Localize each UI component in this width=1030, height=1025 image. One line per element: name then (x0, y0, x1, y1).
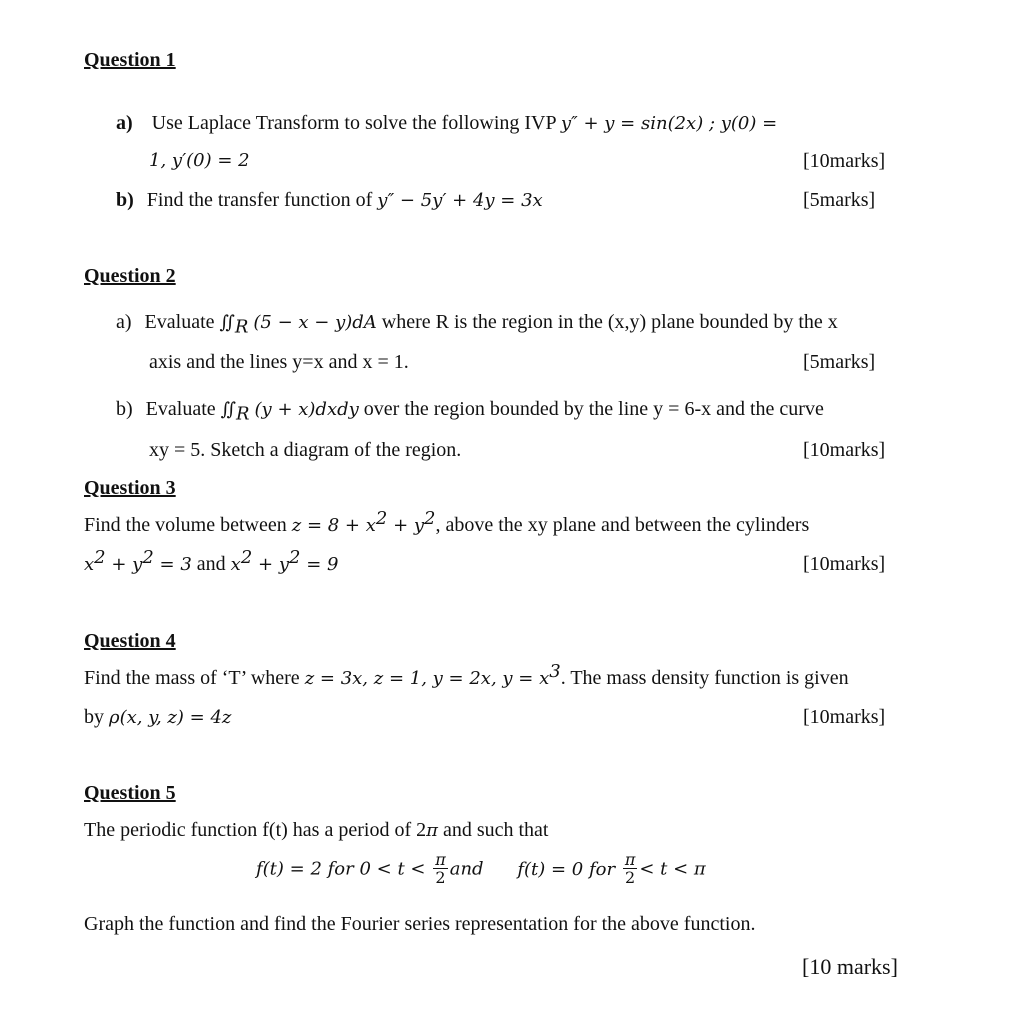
q4-math1: z = 3x, z = 1, y = 2x, $y = x^3$ (304, 661, 561, 689)
q2-a-text2: where R is the region in the (x,y) plane bounded by the x (381, 311, 838, 333)
q2-a-integral: $∬_R$ (219, 312, 249, 338)
q4-line2 (84, 706, 231, 729)
q1-a-marks: [10marks] (803, 150, 886, 172)
q2-a-text1: Evaluate (144, 311, 215, 333)
q2-a-label: a) (116, 311, 132, 333)
q3-math1: $z = 8 + x^2 + y^2$ (291, 508, 436, 536)
q1-a-math2: 1, y′(0) = 2 (149, 150, 250, 171)
q3-math3: $x^2 + y^2 = 9$ (230, 547, 339, 575)
q1-a-text: Use Laplace Transform to solve the following IVP (151, 112, 556, 134)
q2-b-label: b) (116, 398, 133, 420)
q1-b-label: b) (116, 189, 134, 211)
q1-b-text: Find the transfer function of (146, 189, 373, 211)
q5-text2: and such that (442, 819, 549, 841)
question-3-heading: Question 3 (84, 477, 176, 499)
q2-b-text1: Evaluate (145, 398, 216, 420)
q3-marks: [10marks] (803, 553, 886, 575)
q3-line2 (84, 547, 339, 576)
q5-frac-2: $\frac{\pi}{2}$ (624, 850, 636, 887)
q5-frac-1: $\frac{\pi}{2}$ (435, 850, 446, 887)
q1-a-math1: y″ + y = sin(2x) ; y(0) = (560, 113, 778, 134)
question-2-heading: Question 2 (84, 265, 176, 287)
question-1-heading: Question 1 (84, 49, 176, 71)
q1-a-line1 (116, 112, 777, 135)
q2-a-line1 (116, 311, 838, 338)
q5-equation: f(t) = 2 for 0 < t < $\frac{\pi}{2}$ and f(t) = 0 for $\frac{\pi}{2}$ < t < π (256, 850, 706, 887)
q3-text2: , above the xy plane and between the cylinders (435, 514, 810, 536)
q2-a-math: (5 − x − y)dA (253, 312, 377, 333)
q5-marks: [10 marks] (802, 954, 898, 979)
q5-text1: The periodic function f(t) has a period of 2 (84, 819, 427, 841)
question-4-heading: Question 4 (84, 630, 176, 652)
q5-pi: π (426, 820, 438, 841)
q3-and: and (196, 553, 226, 575)
q4-line1 (84, 661, 849, 690)
q4-text2: . The mass density function is given (560, 667, 849, 689)
q5-and: and (449, 858, 484, 880)
q3-math2: $x^2 + y^2 = 3$ (84, 547, 192, 575)
q2-b-line1 (116, 398, 824, 425)
q4-math2: ρ(x, y, z) = 4z (109, 707, 232, 728)
q2-b-line2: xy = 5. Sketch a diagram of the region. (149, 439, 462, 461)
q3-line1 (84, 508, 810, 537)
q5-line1 (84, 819, 548, 842)
q1-b-math: y″ − 5y′ + 4y = 3x (377, 190, 543, 211)
q4-marks: [10marks] (803, 706, 886, 728)
q5-text3: Graph the function and find the Fourier series representation for the above function. (84, 913, 756, 935)
q2-b-integral: $∬_R$ (220, 399, 250, 425)
q4-text1: Find the mass of ‘T’ where (84, 667, 300, 689)
q2-a-line2: axis and the lines y=x and x = 1. (149, 351, 409, 373)
q2-b-math: (y + x)dxdy (254, 399, 359, 420)
q3-text1: Find the volume between (84, 514, 287, 536)
q2-b-marks: [10marks] (803, 439, 886, 461)
q1-b-marks: [5marks] (803, 189, 876, 211)
q1-b-line (116, 189, 543, 212)
q4-text3: by (84, 706, 104, 728)
q2-a-marks: [5marks] (803, 351, 876, 373)
q2-b-text2: over the region bounded by the line y = 6-x and the curve (363, 398, 824, 420)
q1-a-label: a) (116, 112, 133, 134)
question-5-heading: Question 5 (84, 782, 176, 804)
